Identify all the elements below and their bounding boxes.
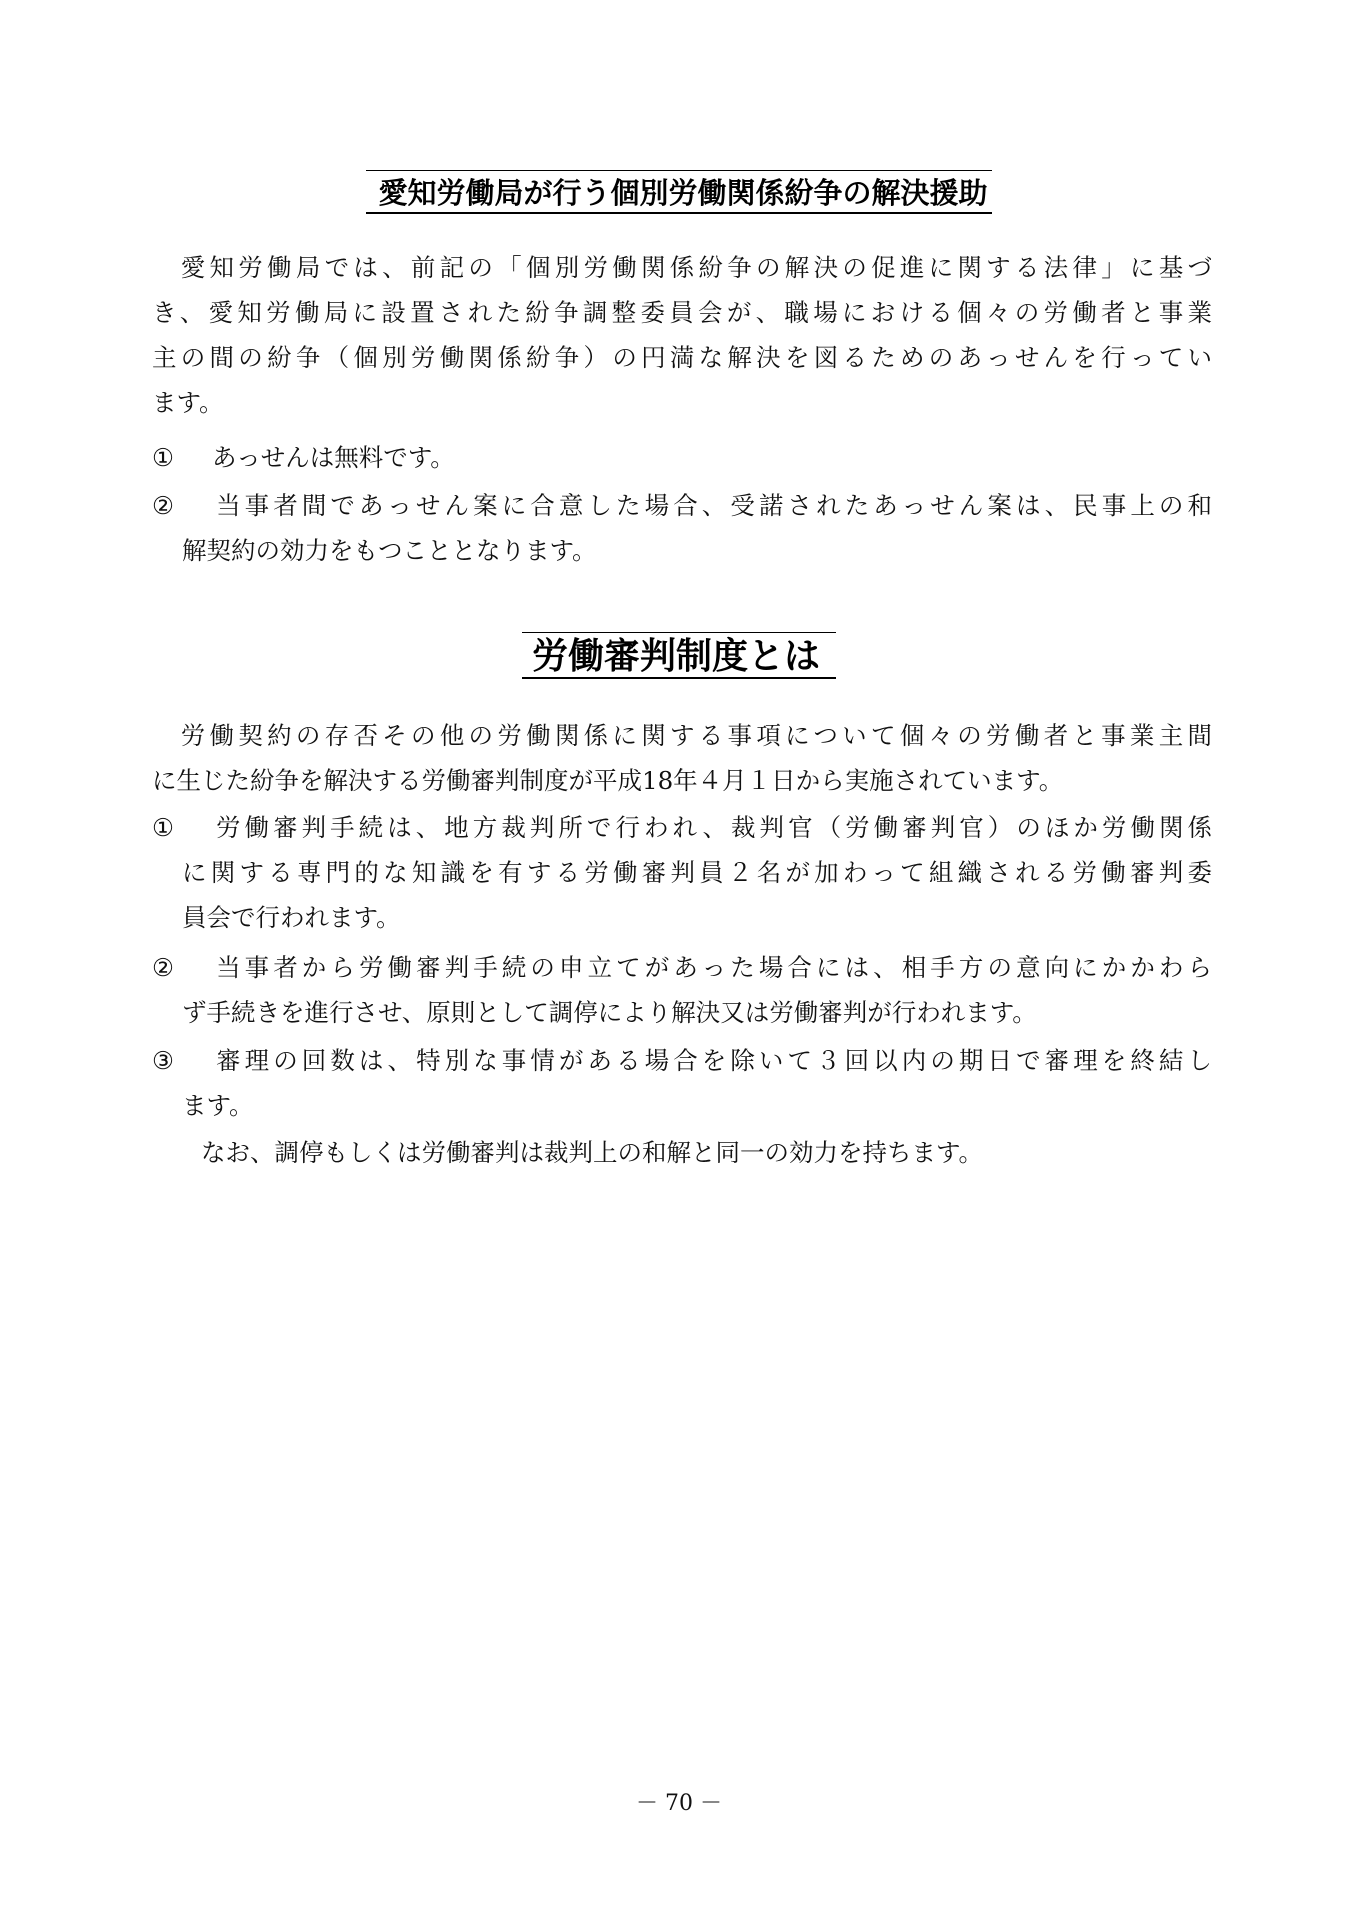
section2-closing [152,1130,1212,1175]
section1-heading-wrap [0,170,1358,214]
list-item-text: 当事者から労働審判手続の申立てがあった場合には、相手方の意向にかかわら [212,953,1212,982]
section2-list-item [152,805,1212,940]
list-marker: ② [152,953,174,982]
section1-intro [152,245,1212,425]
section1-list-item [152,483,1212,573]
section1-intro-line: ます。 [152,388,224,417]
list-marker: ① [152,443,174,472]
page-number: － 70 － [636,1791,722,1816]
section2-intro-line: 労働契約の存否その他の労働関係に関する事項について個々の労働者と事業主間 [152,721,1212,750]
section2-title: 労働審判制度とは [522,632,836,679]
list-item-continuation: ず手続きを進行させ、原則として調停により解決又は労働審判が行われます。 [182,998,1037,1027]
list-item-text: 労働審判手続は、地方裁判所で行われ、裁判官（労働審判官）のほか労働関係 [212,813,1212,842]
list-item-continuation: 解契約の効力をもつこととなります。 [182,536,597,565]
section2-list-item [152,1038,1212,1128]
list-marker: ① [152,813,174,842]
list-item-text: あっせんは無料です。 [212,443,455,472]
list-item-text: 当事者間であっせん案に合意した場合、受諾されたあっせん案は、民事上の和 [212,491,1212,520]
section1-intro-line: 主の間の紛争（個別労働関係紛争）の円満な解決を図るためのあっせんを行ってい [152,343,1212,372]
closing-text: なお、調停もしくは労働審判は裁判上の和解と同一の効力を持ちます。 [152,1138,984,1167]
list-item-continuation: 員会で行われます。 [182,903,401,932]
section2-list-item [152,945,1212,1035]
list-marker: ③ [152,1046,174,1075]
section1-intro-line: 愛知労働局では、前記の「個別労働関係紛争の解決の促進に関する法律」に基づ [152,253,1212,282]
list-item-text: 審理の回数は、特別な事情がある場合を除いて３回以内の期日で審理を終結し [212,1046,1212,1075]
section1-title: 愛知労働局が行う個別労働関係紛争の解決援助 [366,170,991,214]
list-marker: ② [152,491,174,520]
list-item-continuation: ます。 [182,1091,254,1120]
section2-intro [152,713,1212,803]
list-item-continuation: に関する専門的な知識を有する労働審判員２名が加わって組織される労働審判委 [182,858,1212,887]
section2-intro-line: に生じた紛争を解決する労働審判制度が平成18年４月１日から実施されています。 [152,766,1064,795]
section1-list-item [152,435,1212,480]
section1-intro-line: き、愛知労働局に設置された紛争調整委員会が、職場における個々の労働者と事業 [152,298,1212,327]
section2-heading-wrap [0,632,1358,679]
